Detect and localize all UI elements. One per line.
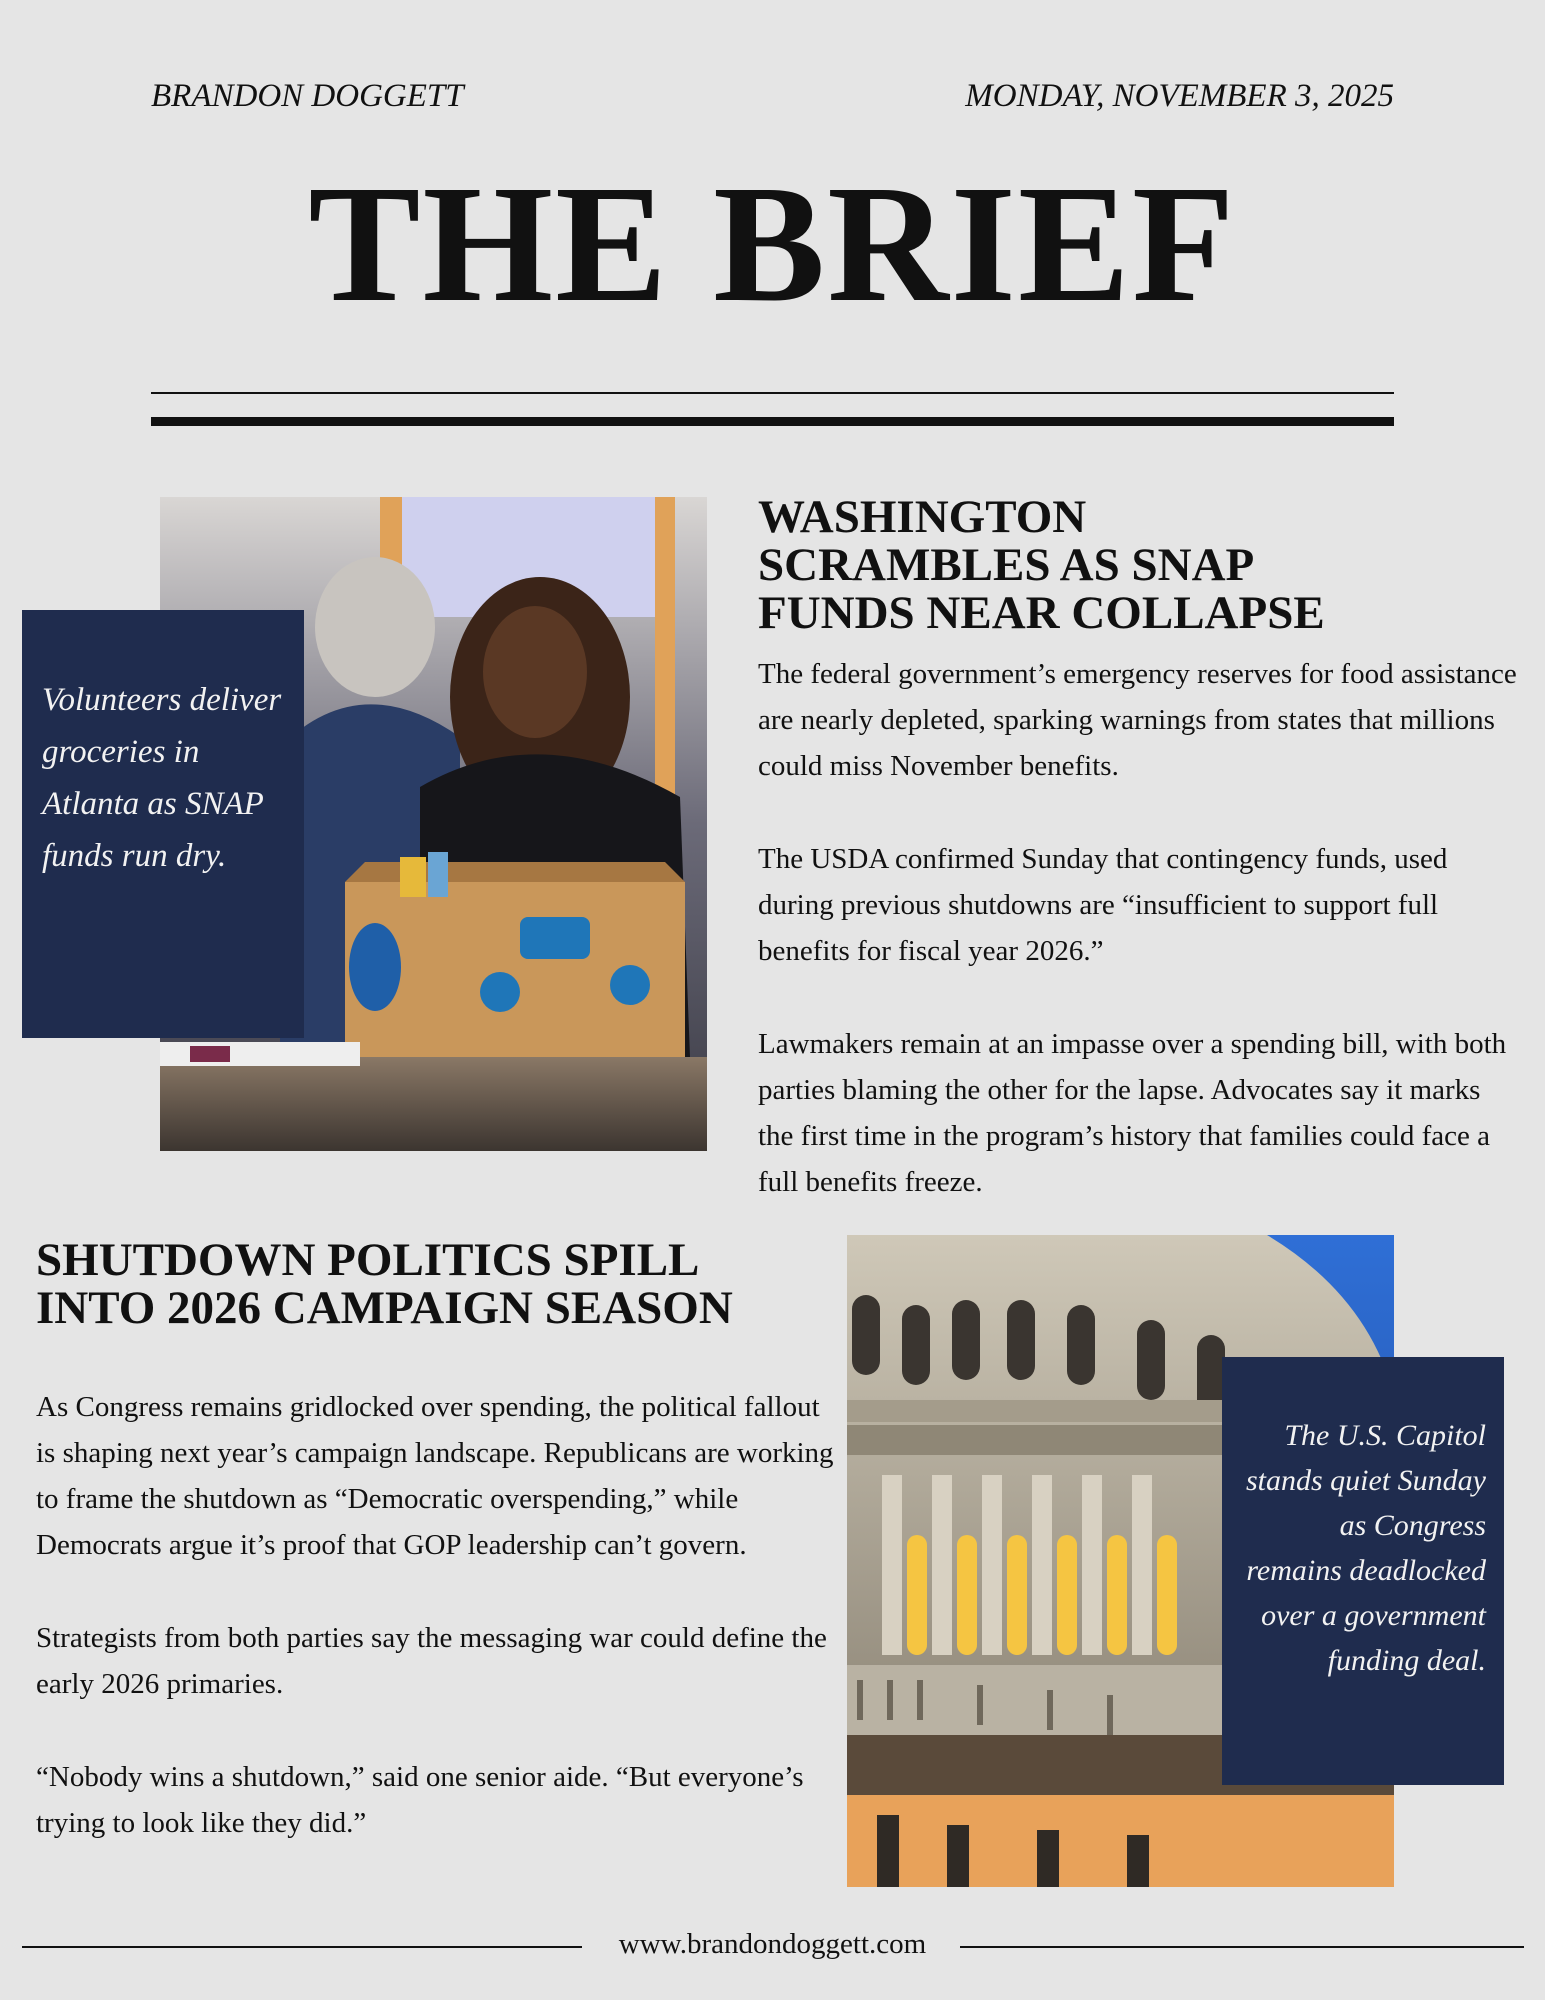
story-snap-funds bbox=[758, 493, 1518, 1252]
story-headline: SHUTDOWN POLITICS SPILL INTO 2026 CAMPAIGN SEASON bbox=[36, 1234, 733, 1334]
story-paragraph: Strategists from both parties say the messaging war could define the early 2026 primaries. bbox=[36, 1622, 827, 1700]
story-body bbox=[758, 651, 1518, 1205]
story-paragraph: As Congress remains gridlocked over spending, the political fallout is shaping next year’s campaign landscape. Republicans are working to frame the shutdown as “Democratic overspending,” while Democrats argue it’s proof that GOP leadership can’t govern. bbox=[36, 1391, 834, 1561]
story-paragraph: The USDA confirmed Sunday that contingency funds, used during previous shutdowns are “insufficient to support full benefits for fiscal year 2026.” bbox=[758, 843, 1448, 967]
issue-date: MONDAY, NOVEMBER 3, 2025 bbox=[965, 78, 1394, 114]
volunteer-photo-caption bbox=[22, 610, 304, 1038]
story-paragraph: The federal government’s emergency reserves for food assistance are nearly depleted, sparking warnings from states that millions could miss November benefits. bbox=[758, 658, 1517, 782]
story-headline: WASHINGTON SCRAMBLES AS SNAP FUNDS NEAR COLLAPSE bbox=[758, 491, 1325, 639]
caption-text: Volunteers deliver groceries in Atlanta as SNAP funds run dry. bbox=[42, 682, 282, 874]
story-paragraph: Lawmakers remain at an impasse over a spending bill, with both parties blaming the other for the lapse. Advocates say it marks the first time in the program’s history that families could face a full benefits freeze. bbox=[758, 1028, 1507, 1198]
masthead-rule-thin bbox=[151, 392, 1394, 394]
story-body bbox=[36, 1384, 836, 1846]
masthead-title: THE BRIEF bbox=[308, 151, 1237, 337]
story-paragraph: “Nobody wins a shutdown,” said one senior aide. “But everyone’s trying to look like they did.” bbox=[36, 1761, 804, 1839]
footer-website-link[interactable]: www.brandondoggett.com bbox=[618, 1928, 927, 1960]
masthead-rule-thick bbox=[151, 417, 1394, 426]
capitol-photo-caption bbox=[1222, 1357, 1504, 1785]
author-name: BRANDON DOGGETT bbox=[151, 78, 464, 114]
story-shutdown-politics bbox=[36, 1236, 836, 1893]
caption-text: The U.S. Capitol stands quiet Sunday as Congress remains deadlocked over a government funding deal. bbox=[1246, 1419, 1486, 1677]
